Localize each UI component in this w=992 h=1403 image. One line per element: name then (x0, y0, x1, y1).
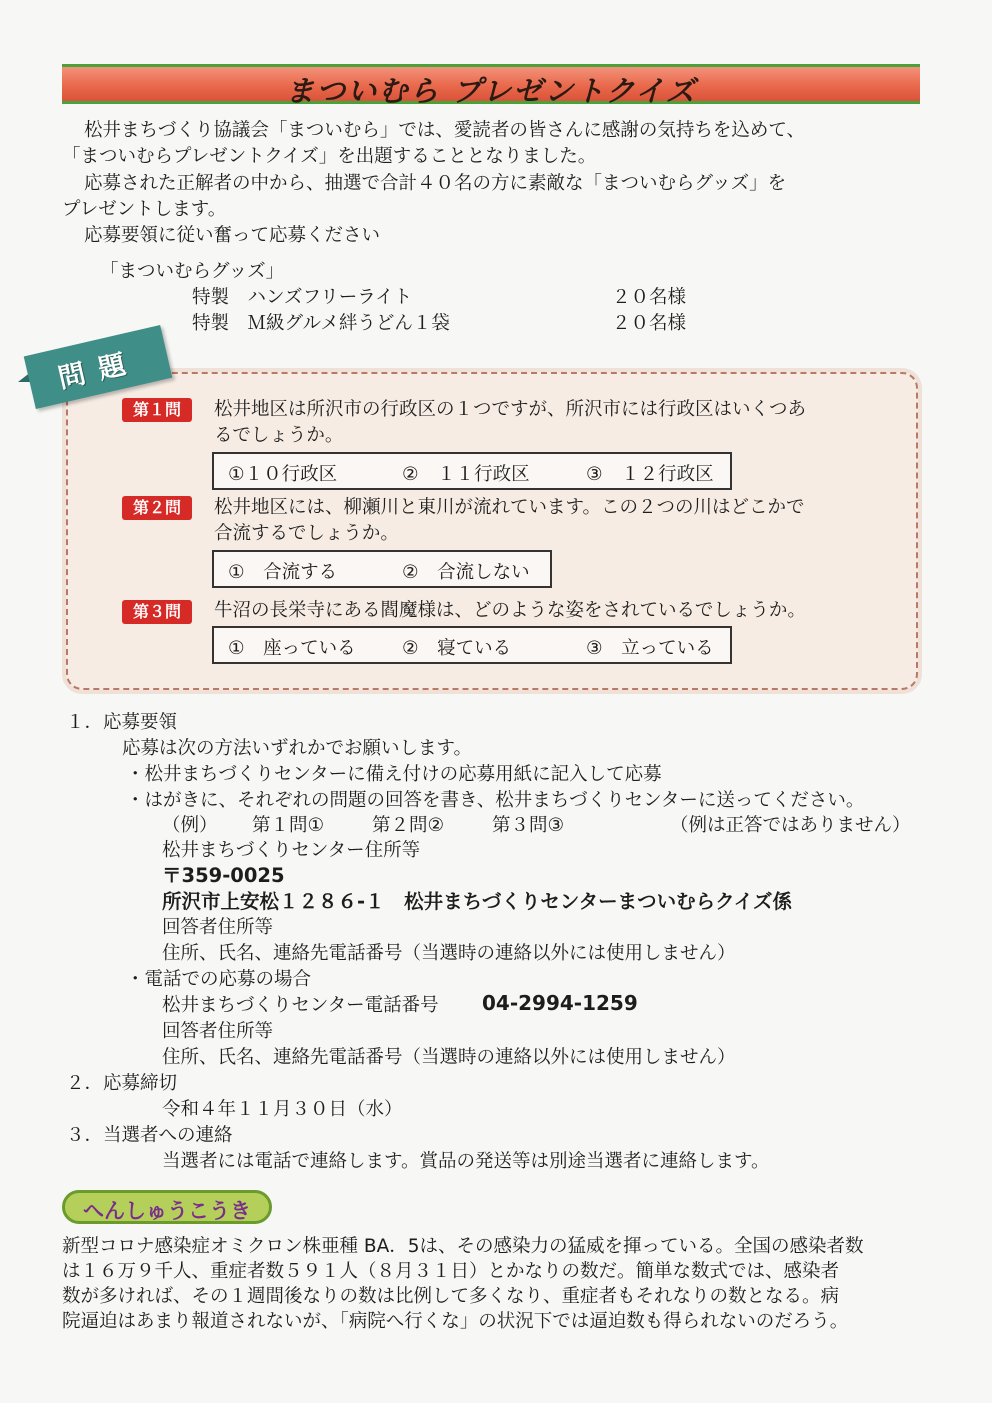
q3-option-2[interactable]: ② 寝ている (402, 638, 512, 659)
postscript-line-4: 院逼迫はあまり報道されないが、「病院へ行くな」の状況下では逼迫数も得られないのだろう。 (62, 1311, 849, 1332)
intro-line-3: 応募された正解者の中から、抽選で合計４０名の方に素敵な「まついむらグッズ」を (84, 173, 787, 194)
section-1-title: １．応募要領 (66, 712, 178, 733)
intro-line-2: 「まついむらプレゼントクイズ」を出題することとなりました。 (62, 146, 597, 167)
q2-option-2[interactable]: ② 合流しない (402, 562, 530, 583)
example-answer-3: 第３問③ (492, 815, 565, 836)
goods-heading: 「まついむらグッズ」 (100, 261, 285, 282)
example-answer-1: 第１問① (252, 815, 325, 836)
intro-line-1: 松井まちづくり協議会「まついむら」では、愛読者の皆さんに感謝の気持ちを込めて、 (84, 120, 805, 141)
respondent-label-2: 回答者住所等 (162, 1021, 274, 1042)
address-label: 松井まちづくりセンター住所等 (162, 840, 421, 861)
example-head: （例） (162, 815, 218, 836)
postscript-line-1: 新型コロナ感染症オミクロン株亜種 BA．5は、その感染力の猛威を揮っている。全国の感染者数 (62, 1236, 864, 1257)
question-2-text-line-2: 合流するでしょうか。 (214, 523, 399, 544)
section-1-intro: 応募は次の方法いずれかでお願いします。 (122, 738, 473, 759)
q1-option-1[interactable]: ①１０行政区 (228, 464, 338, 485)
goods-item-2-label: 特製 Ｍ級グルメ絆うどん１袋 (192, 313, 450, 334)
respondent-info: 住所、氏名、連絡先電話番号（当選時の連絡以外には使用しません） (162, 943, 736, 964)
question-2-options (212, 550, 552, 588)
q1-option-3[interactable]: ③ １２行政区 (586, 464, 714, 485)
deadline-date: 令和４年１１月３０日（水） (162, 1099, 403, 1120)
respondent-label: 回答者住所等 (162, 917, 274, 938)
question-3-text: 牛沼の長栄寺にある閻魔様は、どのような姿をされているでしょうか。 (214, 600, 806, 621)
question-2-label: 第２問 (122, 496, 192, 520)
question-1-text-line-2: るでしょうか。 (214, 425, 344, 446)
q3-option-1[interactable]: ① 座っている (228, 638, 356, 659)
q2-option-1[interactable]: ① 合流する (228, 562, 338, 583)
example-answer-2: 第２問② (372, 815, 445, 836)
section-3-title: ３．当選者への連絡 (66, 1125, 233, 1146)
question-3-options (212, 626, 732, 664)
postscript-line-2: は１６万９千人、重症者数５９１人（８月３１日）とかなりの数だ。簡単な数式では、感染者 (62, 1261, 840, 1282)
question-1-text-line-1: 松井地区は所沢市の行政区の１つですが、所沢市には行政区はいくつあ (214, 399, 807, 420)
intro-line-5: 応募要領に従い奮って応募ください (84, 225, 381, 246)
intro-line-4: プレゼントします。 (62, 199, 227, 220)
postscript-heading: へんしゅうこうき (83, 1199, 251, 1223)
section-1-bullet-2: ・はがきに、それぞれの問題の回答を書き、松井まちづくりセンターに送ってください。 (126, 790, 865, 811)
question-1-label: 第１問 (122, 398, 192, 422)
postscript-heading-pill (62, 1190, 272, 1224)
q1-option-2[interactable]: ② １１行政区 (402, 464, 530, 485)
postscript-line-3: 数が多ければ、その１週間後なりの数は比例して多くなり、重症者もそれなりの数となる。病 (62, 1286, 840, 1307)
question-2-text-line-1: 松井地区には、柳瀬川と東川が流れています。この２つの川はどこかで (214, 497, 805, 518)
mailing-address: 所沢市上安松１２８６-１ 松井まちづくりセンターまついむらクイズ係 (162, 890, 792, 913)
q3-option-3[interactable]: ③ 立っている (586, 638, 714, 659)
postal-code: 〒359-0025 (162, 864, 285, 887)
winner-contact-text: 当選者には電話で連絡します。賞品の発送等は別途当選者に連絡します。 (162, 1151, 770, 1172)
section-2-title: ２．応募締切 (66, 1073, 178, 1094)
phone-bullet: ・電話での応募の場合 (126, 969, 312, 990)
goods-item-1-label: 特製 ハンズフリーライト (192, 287, 413, 308)
example-note: （例は正答ではありません） (670, 815, 911, 836)
question-1-options (212, 452, 732, 490)
question-3-label: 第３問 (122, 600, 192, 624)
section-1-bullet-1: ・松井まちづくりセンターに備え付けの応募用紙に記入して応募 (126, 764, 662, 785)
goods-item-1-count: ２０名様 (612, 287, 687, 308)
phone-number[interactable]: 04-2994-1259 (482, 991, 638, 1015)
ribbon-label: 問題 (55, 346, 143, 395)
goods-item-2-count: ２０名様 (612, 313, 687, 334)
title-banner (62, 64, 920, 108)
phone-label: 松井まちづくりセンター電話番号 (162, 995, 439, 1016)
respondent-info-2: 住所、氏名、連絡先電話番号（当選時の連絡以外には使用しません） (162, 1047, 736, 1068)
page-title: まついむら プレゼントクイズ (285, 74, 697, 108)
